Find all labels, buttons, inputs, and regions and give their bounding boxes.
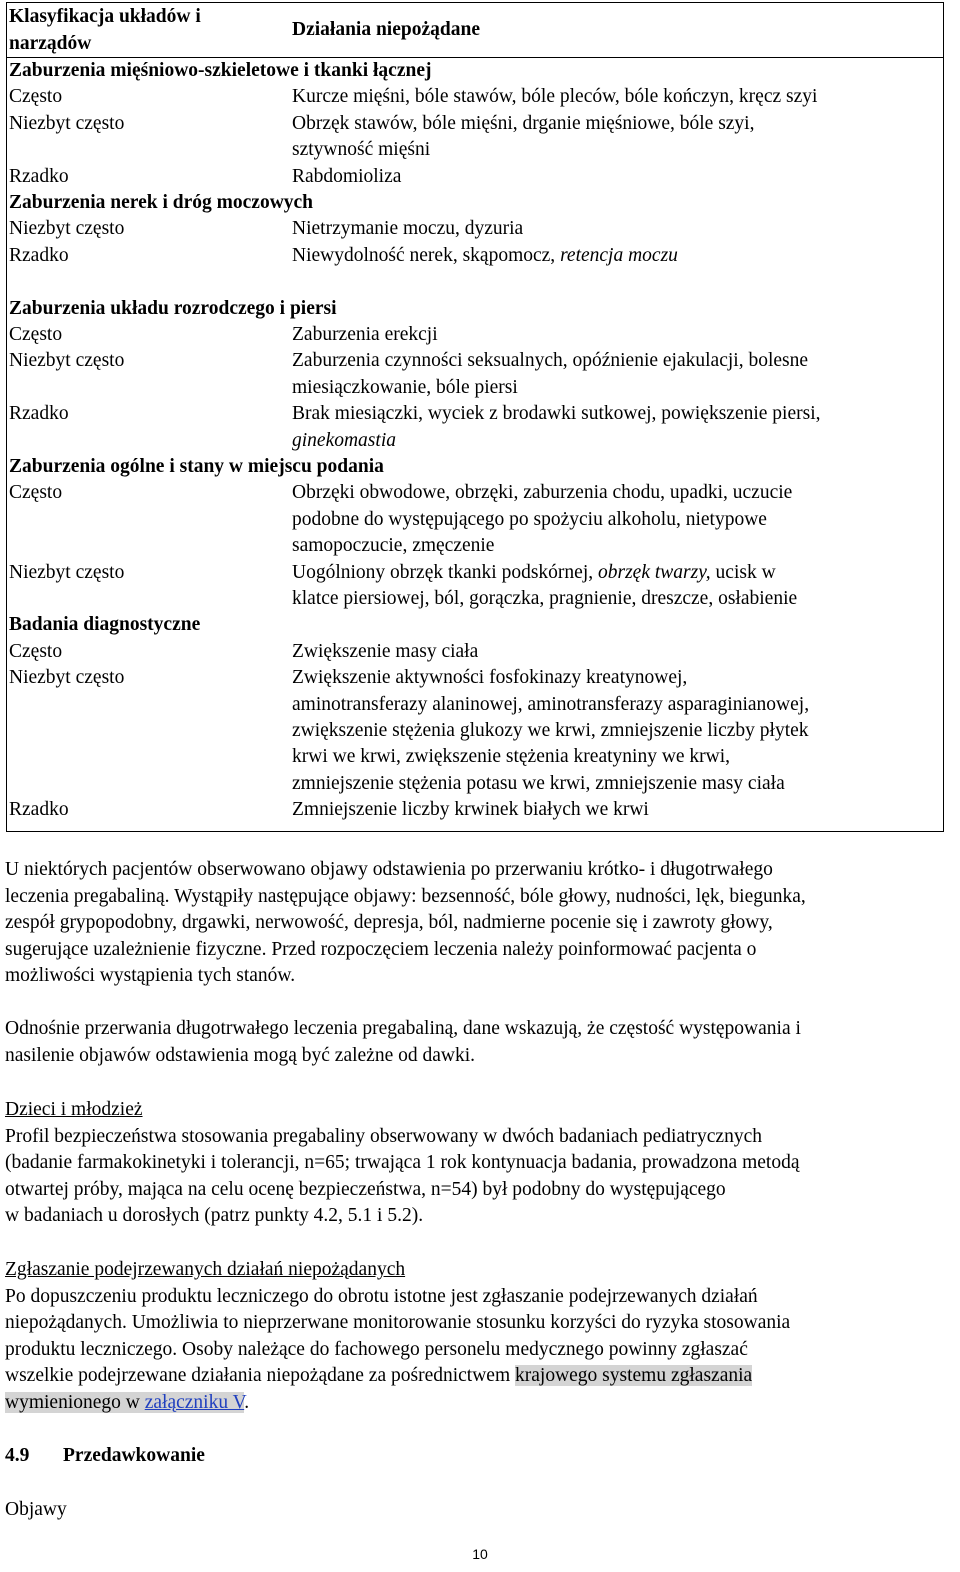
effect-text: Obrzęki obwodowe, obrzęki, zaburzenia chodu, upadki, uczucie bbox=[292, 482, 793, 504]
frequency-label: Rzadko bbox=[9, 165, 69, 187]
effect-text: Nietrzymanie moczu, dyzuria bbox=[292, 218, 524, 240]
table-header-col2: Działania niepożądane bbox=[292, 19, 480, 40]
effect-text: ginekomastia bbox=[292, 429, 396, 451]
effect-text: Rabdomioliza bbox=[292, 165, 402, 187]
frequency-label: Niezbyt często bbox=[9, 218, 125, 240]
effect-text: zmniejszenie stężenia potasu we krwi, zmniejszenie masy ciała bbox=[292, 772, 785, 794]
effect-text: Zwiększenie aktywności fosfokinazy kreatynowej, bbox=[292, 667, 688, 689]
pediatric-heading: Dzieci i młodzież bbox=[5, 1099, 143, 1120]
effect-text: Uogólniony obrzęk tkanki podskórnej, obrzęk twarzy, ucisk w bbox=[292, 561, 776, 583]
paragraph-line: możliwości wystąpienia tych stanów. bbox=[5, 965, 296, 986]
paragraph-line: Po dopuszczeniu produktu leczniczego do obrotu istotne jest zgłaszanie podejrzewanych działań bbox=[5, 1285, 758, 1307]
annex-v-link[interactable]: załączniku V bbox=[144, 1391, 245, 1413]
paragraph-line: wymienionego w załączniku V. bbox=[5, 1391, 250, 1413]
frequency-label: Niezbyt często bbox=[9, 350, 125, 372]
paragraph-line: nasilenie objawów odstawienia mogą być zależne od dawki. bbox=[5, 1044, 476, 1066]
paragraph-line: leczenia pregabaliną. Wystąpiły następujące objawy: bezsenność, bóle głowy, nudności, lęk, biegunka, bbox=[5, 885, 806, 907]
effect-text: klatce piersiowej, ból, gorączka, pragnienie, dreszcze, osłabienie bbox=[292, 588, 798, 609]
paragraph-line: sugerujące uzależnienie fizyczne. Przed rozpoczęciem leczenia należy poinformować pacjenta o bbox=[5, 938, 757, 960]
effect-text: sztywność mięśni bbox=[292, 139, 431, 161]
frequency-label: Rzadko bbox=[9, 403, 69, 425]
effect-text: Zaburzenia czynności seksualnych, opóźnienie ejakulacji, bolesne bbox=[292, 350, 809, 372]
effect-text: samopoczucie, zmęczenie bbox=[292, 535, 495, 557]
table-header-col1-line2: narządów bbox=[9, 33, 92, 54]
reporting-heading: Zgłaszanie podejrzewanych działań niepożądanych bbox=[5, 1259, 406, 1280]
frequency-label: Niezbyt często bbox=[9, 112, 125, 134]
effect-text: zwiększenie stężenia glukozy we krwi, zmniejszenie liczby płytek bbox=[292, 720, 809, 741]
frequency-label: Często bbox=[9, 86, 63, 108]
paragraph-line: zespół grypopodobny, drgawki, nerwowość, depresja, ból, nadmierne pocenie się i zawroty głowy, bbox=[5, 912, 773, 933]
frequency-label: Często bbox=[9, 482, 63, 504]
section-heading-4-9: 4.9 Przedawkowanie bbox=[5, 1445, 205, 1466]
section-heading: Badania diagnostyczne bbox=[9, 614, 201, 636]
effect-text: Niewydolność nerek, skąpomocz, retencja moczu bbox=[292, 244, 678, 266]
frequency-label: Niezbyt często bbox=[9, 561, 125, 583]
page-number: 10 bbox=[472, 1546, 488, 1562]
effect-text: Brak miesiączki, wyciek z brodawki sutkowej, powiększenie piersi, bbox=[292, 403, 821, 425]
paragraph-line: (badanie farmakokinetyki i tolerancji, n=65; trwająca 1 rok kontynuacja badania, prowadzona metodą bbox=[5, 1152, 800, 1173]
frequency-label: Rzadko bbox=[9, 244, 69, 266]
frequency-label: Rzadko bbox=[9, 799, 69, 821]
symptoms-label: Objawy bbox=[5, 1499, 67, 1520]
effect-text: Obrzęk stawów, bóle mięśni, drganie mięśniowe, bóle szyi, bbox=[292, 112, 755, 134]
paragraph-line: wszelkie podejrzewane działania niepożądane za pośrednictwem krajowego systemu zgłaszania bbox=[5, 1365, 753, 1386]
effect-text: Kurcze mięśni, bóle stawów, bóle pleców, bóle kończyn, kręcz szyi bbox=[292, 86, 818, 108]
frequency-label: Niezbyt często bbox=[9, 667, 125, 689]
table-header-col1: Klasyfikacja układów i bbox=[9, 6, 201, 27]
section-heading: Zaburzenia układu rozrodczego i piersi bbox=[9, 297, 337, 319]
effect-text: Zmniejszenie liczby krwinek białych we krwi bbox=[292, 799, 649, 821]
frequency-label: Często bbox=[9, 324, 63, 345]
paragraph-line: w badaniach u dorosłych (patrz punkty 4.2, 5.1 i 5.2). bbox=[5, 1205, 424, 1226]
effect-text: Zaburzenia erekcji bbox=[292, 324, 438, 345]
section-heading: Zaburzenia ogólne i stany w miejscu podania bbox=[9, 456, 384, 477]
paragraph-line: niepożądanych. Umożliwia to nieprzerwane monitorowanie stosunku korzyści do ryzyka stosowania bbox=[5, 1312, 791, 1333]
effect-text: Zwiększenie masy ciała bbox=[292, 640, 479, 662]
section-heading: Zaburzenia nerek i dróg moczowych bbox=[9, 192, 314, 213]
paragraph-line: otwartej próby, mająca na celu ocenę bezpieczeństwa, n=54) był podobny do występującego bbox=[5, 1178, 726, 1200]
effect-text: aminotransferazy alaninowej, aminotransferazy asparaginianowej, bbox=[292, 693, 810, 715]
section-heading: Zaburzenia mięśniowo-szkieletowe i tkanki łącznej bbox=[9, 60, 432, 81]
frequency-label: Często bbox=[9, 640, 63, 662]
paragraph-line: Odnośnie przerwania długotrwałego leczenia pregabaliną, dane wskazują, że częstość występowania i bbox=[5, 1018, 801, 1039]
effect-text: miesiączkowanie, bóle piersi bbox=[292, 376, 518, 398]
effect-text: krwi we krwi, zwiększenie stężenia kreatyniny we krwi, bbox=[292, 746, 731, 768]
paragraph-line: Profil bezpieczeństwa stosowania pregabaliny obserwowany w dwóch badaniach pediatrycznych bbox=[5, 1125, 762, 1147]
paragraph-line: U niektórych pacjentów obserwowano objawy odstawienia po przerwaniu krótko- i długotrwałego bbox=[5, 859, 773, 880]
effect-text: podobne do występującego po spożyciu alkoholu, nietypowe bbox=[292, 508, 767, 530]
paragraph-line: produktu leczniczego. Osoby należące do fachowego personelu medycznego powinny zgłaszać bbox=[5, 1338, 748, 1360]
